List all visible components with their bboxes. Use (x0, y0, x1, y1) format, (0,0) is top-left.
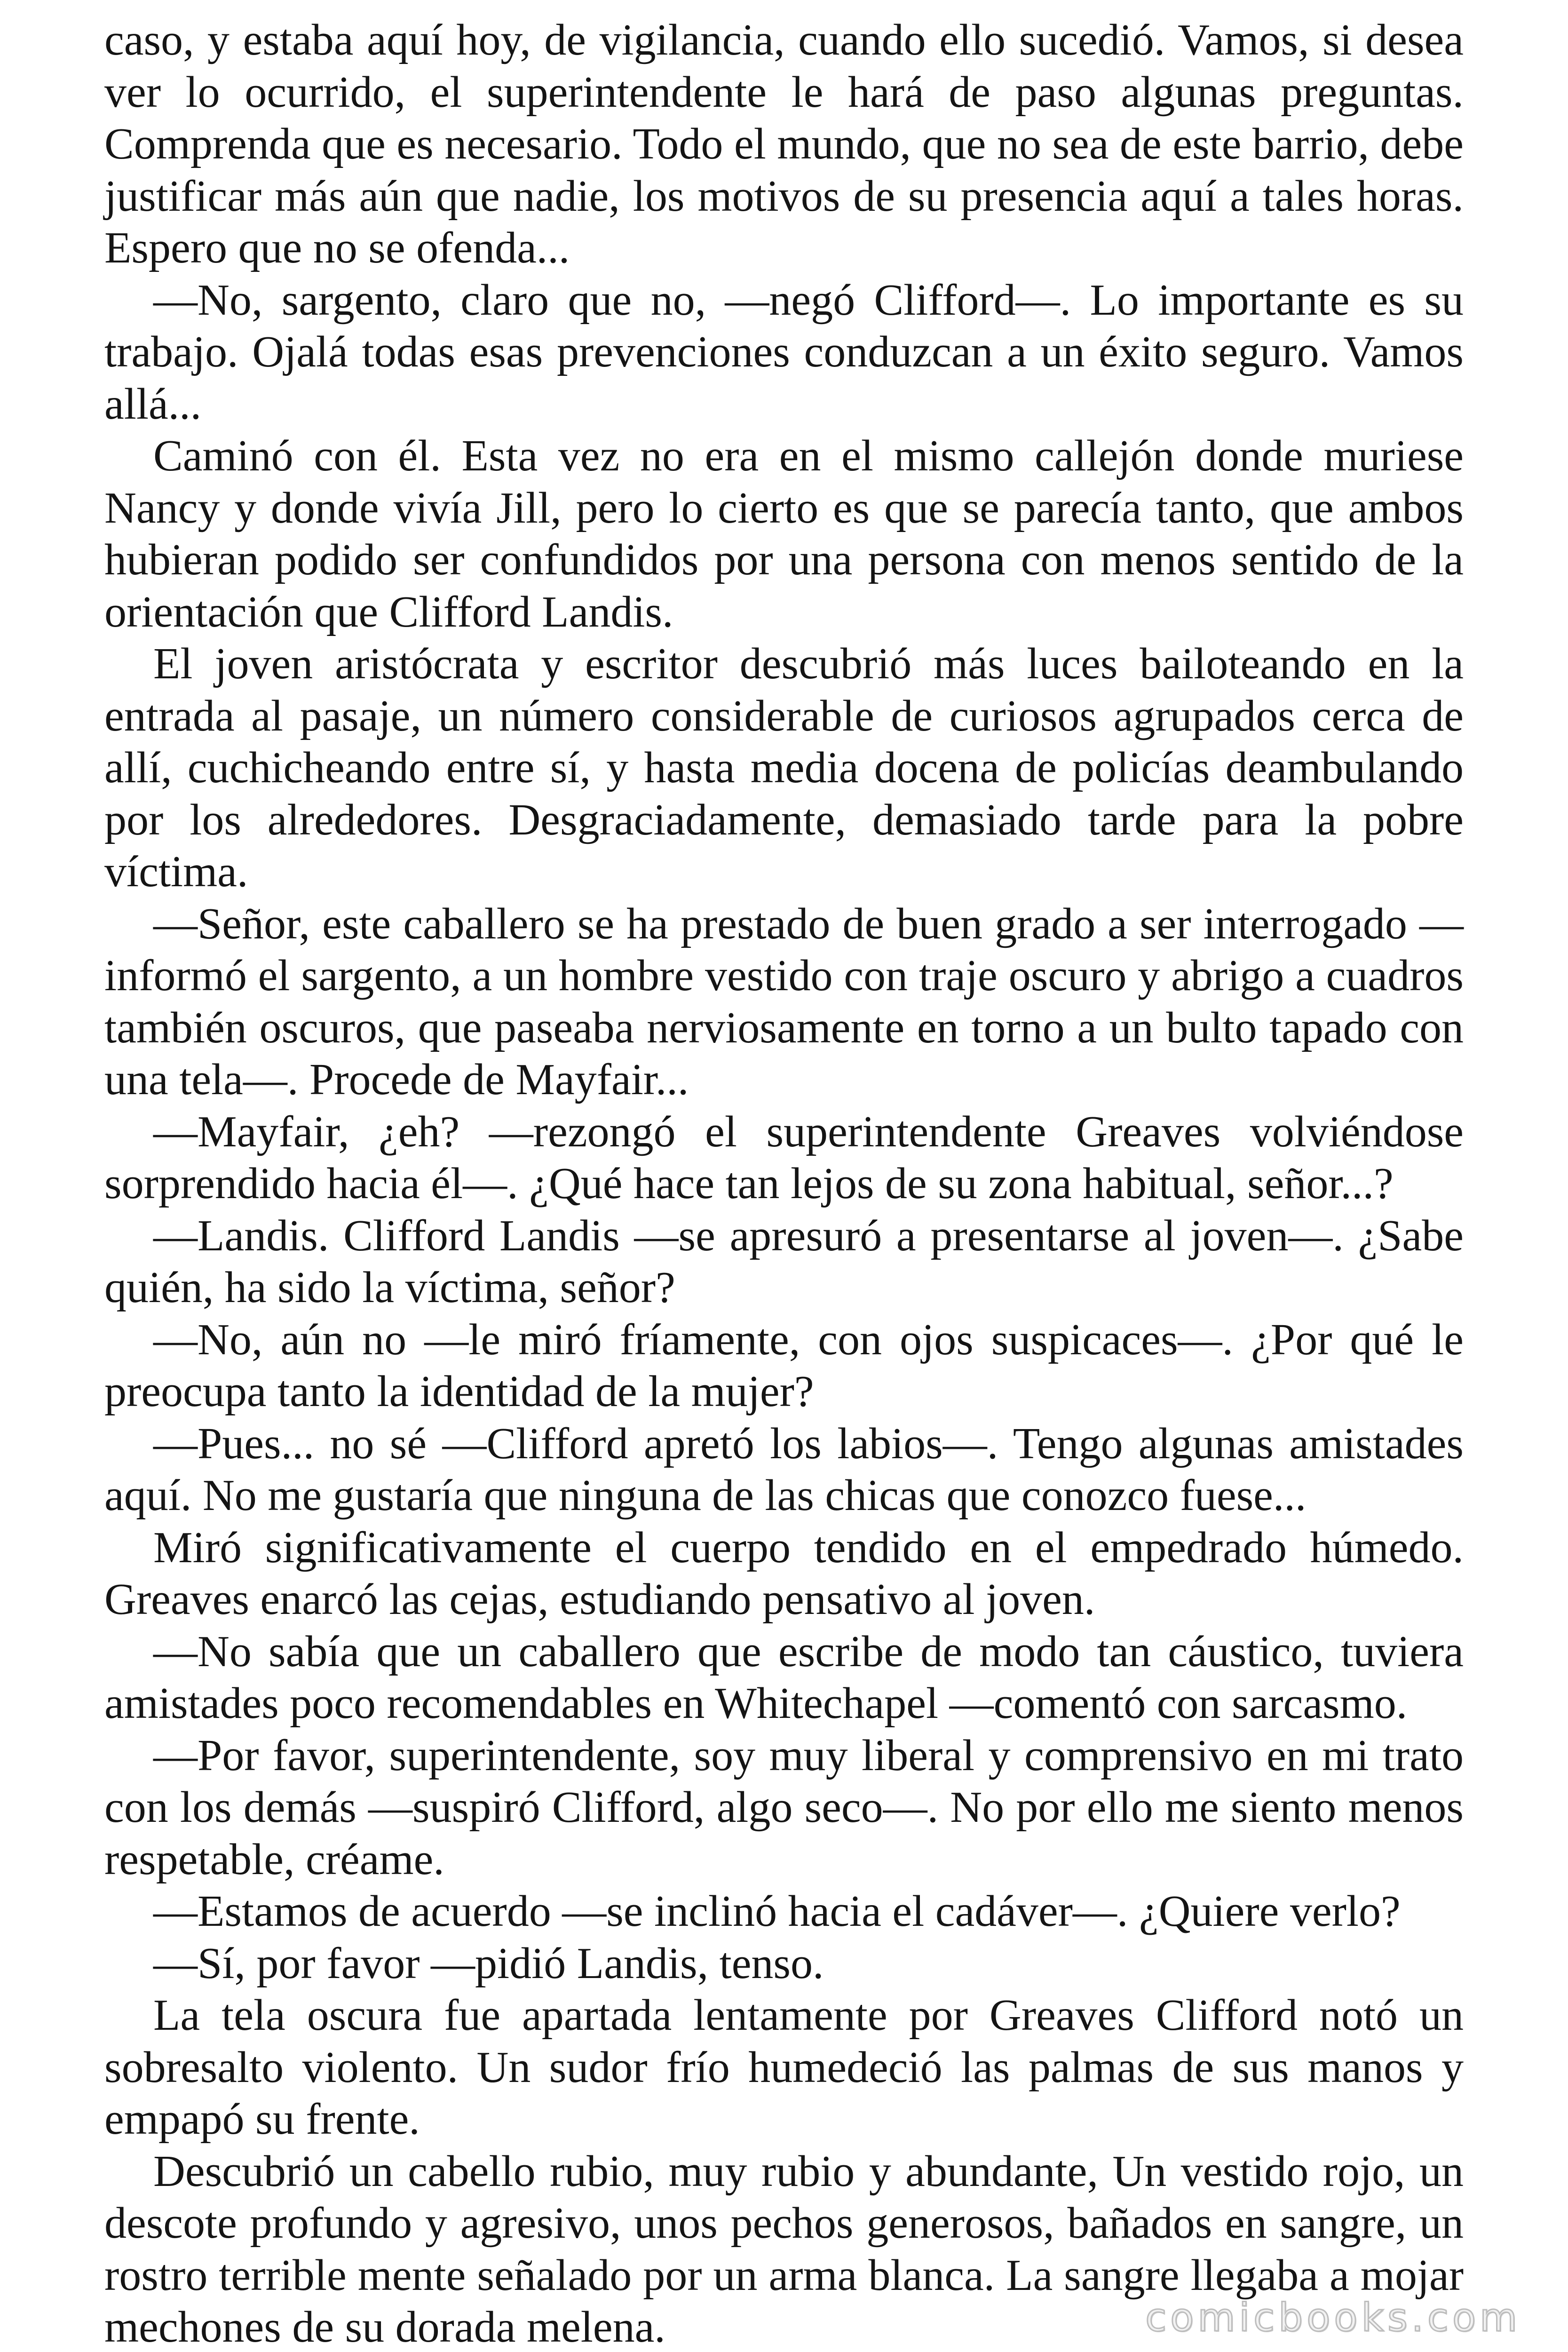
paragraph-12: —Por favor, superintendente, soy muy liberal y comprensivo en mi trato con los demás —suspiró Clifford, algo seco—. No por ello me siento menos respetable, créame. (104, 1731, 1464, 1884)
paragraph-13: —Estamos de acuerdo —se inclinó hacia el cadáver—. ¿Quiere verlo? (153, 1887, 1401, 1936)
paragraph-9: —Pues... no sé —Clifford apretó los labios—. Tengo algunas amistades aquí. No me gustaría que ninguna de las chicas que conozco fuese... (104, 1419, 1464, 1520)
book-page-text (104, 14, 1464, 2352)
paragraph-8: —No, aún no —le miró fríamente, con ojos suspicaces—. ¿Por qué le preocupa tanto la identidad de la mujer? (104, 1315, 1464, 1416)
paragraph-6: —Mayfair, ¿eh? —rezongó el superintendente Greaves volviéndose sorprendido hacia él—. ¿Qué hace tan lejos de su zona habitual, señor...? (104, 1107, 1464, 1208)
paragraph-5: —Señor, este caballero se ha prestado de buen grado a ser interrogado —informó el sargento, a un hombre vestido con traje oscuro y abrigo a cuadros también oscuros, que paseaba nerviosamente en torno a un bulto tapado con una tela—. Procede de Mayfair... (104, 899, 1464, 1104)
paragraph-15: La tela oscura fue apartada lentamente por Greaves Clifford notó un sobresalto violento. Un sudor frío humedeció las palmas de sus manos y empapó su frente. (104, 1991, 1464, 2144)
paragraph-16: Descubrió un cabello rubio, muy rubio y abundante, Un vestido rojo, un descote profundo y agresivo, unos pechos generosos, bañados en sangre, un rostro terrible mente señalado por un arma blanca. La sangre llegaba a mojar mechones de su dorada melena. (104, 2146, 1464, 2352)
paragraph-7: —Landis. Clifford Landis —se apresuró a presentarse al joven—. ¿Sabe quién, ha sido la víctima, señor? (104, 1211, 1464, 1312)
paragraph-3: Caminó con él. Esta vez no era en el mismo callejón donde muriese Nancy y donde vivía Jill, pero lo cierto es que se parecía tanto, que ambos hubieran podido ser confundidos por una persona con menos sentido de la orientación que Clifford Landis. (104, 431, 1464, 636)
paragraph-11: —No sabía que un caballero que escribe de modo tan cáustico, tuviera amistades poco recomendables en Whitechapel —comentó con sarcasmo. (104, 1627, 1464, 1728)
watermark: comicbooks.com (1145, 2296, 1521, 2340)
paragraph-1: caso, y estaba aquí hoy, de vigilancia, cuando ello sucedió. Vamos, si desea ver lo ocurrido, el superintendente le hará de paso algunas preguntas. Comprenda que es necesario. Todo el mundo, que no sea de este barrio, debe justificar más aún que nadie, los motivos de su presencia aquí a tales horas. Espero que no se ofenda... (104, 16, 1464, 272)
paragraph-2: —No, sargento, claro que no, —negó Clifford—. Lo importante es su trabajo. Ojalá todas esas prevenciones conduzcan a un éxito seguro. Vamos allá... (104, 275, 1464, 429)
paragraph-14: —Sí, por favor —pidió Landis, tenso. (153, 1939, 824, 1988)
paragraph-10: Miró significativamente el cuerpo tendido en el empedrado húmedo. Greaves enarcó las cejas, estudiando pensativo al joven. (104, 1523, 1464, 1624)
paragraph-4: El joven aristócrata y escritor descubrió más luces bailoteando en la entrada al pasaje, un número considerable de curiosos agrupados cerca de allí, cuchicheando entre sí, y hasta media docena de policías deambulando por los alrededores. Desgraciadamente, demasiado tarde para la pobre víctima. (104, 639, 1464, 896)
